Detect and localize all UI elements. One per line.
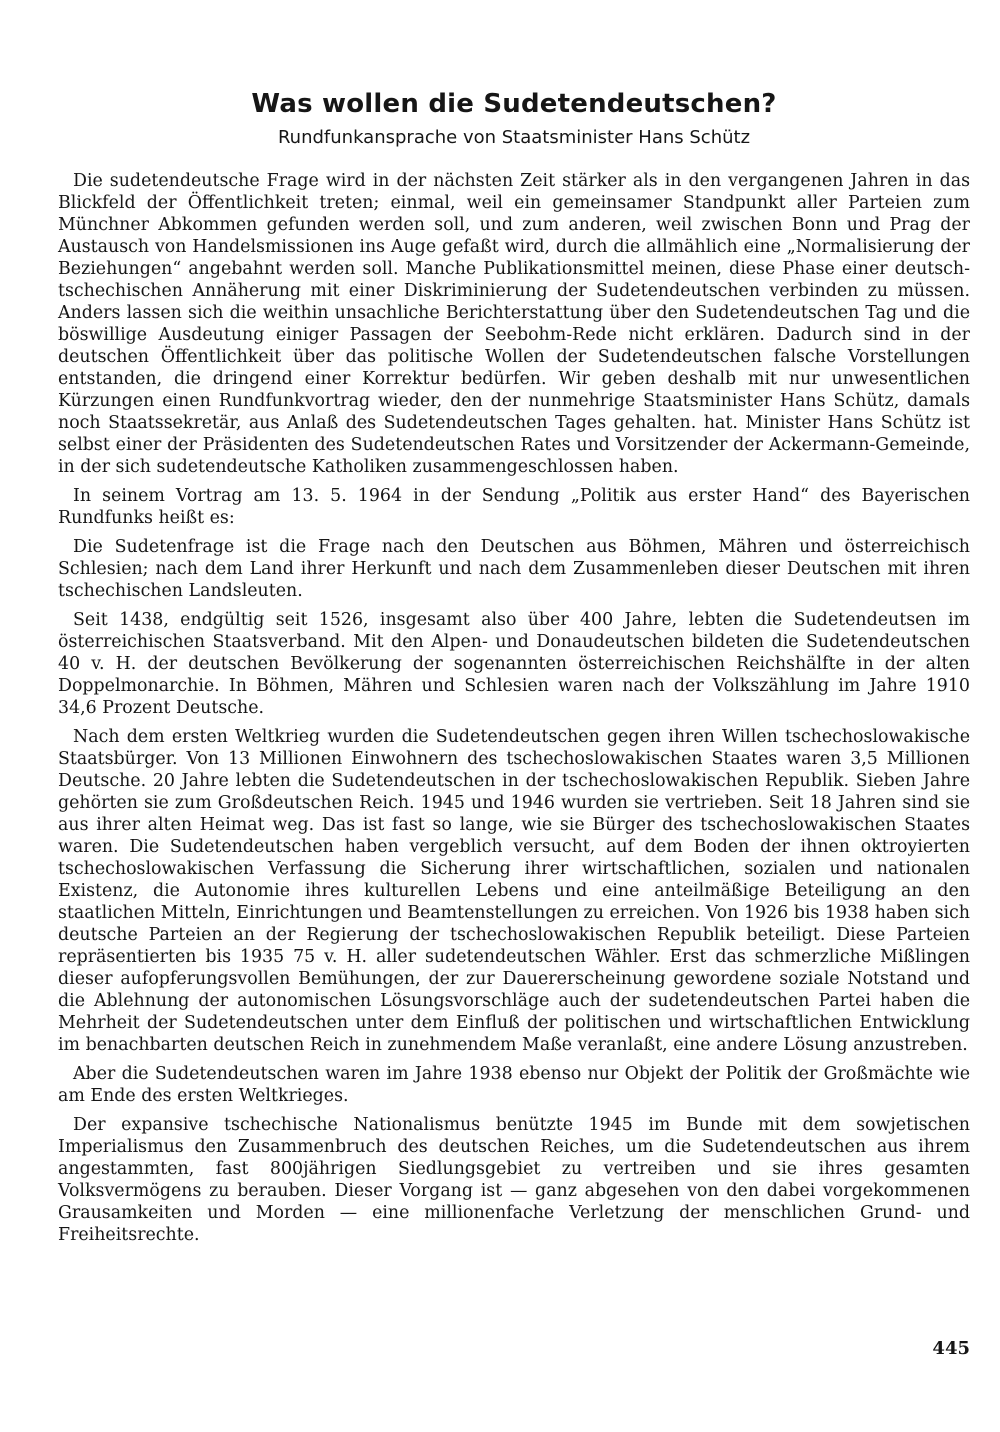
paragraph-intro: Die sudetendeutsche Frage wird in der nächsten Zeit stärker als in den vergangenen Jahren in das Blickfeld der Öffentlichkeit treten; einmal, weil ein gemeinsamer Standpunkt aller Parteien zum Münchner Abkommen gefunden werden soll, und zum anderen, weil zwischen Bonn und Prag der Austausch von Handelsmissionen ins Auge gefaßt wird, durch die allmählich eine „Normalisierung der Beziehungen“ angebahnt werden soll. Manche Publikationsmittel meinen, diese Phase einer deutsch-tschechischen Annäherung mit einer Diskriminierung der Sudetendeutschen verbinden zu müssen. Anders lassen sich die weithin unsachliche Berichterstattung über den Sudetendeutschen Tag und die böswillige Ausdeutung einiger Passagen der Seebohm-Rede nicht erklären. Dadurch sind in der deutschen Öffentlichkeit über das politische Wollen der Sudetendeutschen falsche Vorstellungen entstanden, die dringend einer Korrektur bedürfen. Wir geben deshalb mit nur unwesentlichen Kürzungen einen Rundfunkvortrag wieder, den der nunmehrige Staatsminister Hans Schütz, damals noch Staatssekretär, aus Anlaß des Sudetendeutschen Tages gehalten. hat. Minister Hans Schütz ist selbst einer der Präsidenten des Sudetendeutschen Rates und Vorsitzender der Ackermann-Gemeinde, in der sich sudetendeutsche Katholiken zusammengeschlossen haben. [58, 171, 970, 477]
paragraph-1945-expulsion: Der expansive tschechische Nationalismus benützte 1945 im Bunde mit dem sowjetischen Imperialismus den Zusammenbruch des deutschen Reiches, um die Sudetendeutschen aus ihrem angestammten, fast 800jährigen Siedlungsgebiet zu vertreiben und sie ihres gesamten Volksvermögens zu berauben. Dieser Vorgang ist — ganz abgesehen von den dabei vorgekommenen Grausamkeiten und Morden — eine millionenfache Verletzung der menschlichen Grund- und Freiheitsrechte. [58, 1115, 970, 1245]
paragraph-lecture-reference: In seinem Vortrag am 13. 5. 1964 in der Sendung „Politik aus erster Hand“ des Bayerischen Rundfunks heißt es: [58, 486, 970, 528]
document-subtitle: Rundfunkansprache von Staatsminister Hans Schütz [277, 127, 751, 148]
paragraph-1938: Aber die Sudetendeutschen waren im Jahre 1938 ebenso nur Objekt der Politik der Großmächte wie am Ende des ersten Weltkrieges. [58, 1064, 970, 1106]
paragraph-history: Seit 1438, endgültig seit 1526, insgesamt also über 400 Jahre, lebten die Sudetendeutsen im österreichischen Staatsverband. Mit den Alpen- und Donaudeutschen bildeten die Sudetendeutschen 40 v. H. der deutschen Bevölkerung der sogenannten österreichischen Reichshälfte in der alten Doppelmonarchie. In Böhmen, Mähren und Schlesien waren nach der Volkszählung im Jahre 1910 34,6 Prozent Deutsche. [58, 610, 970, 718]
document-page [58, 86, 970, 1253]
paragraph-after-ww1: Nach dem ersten Weltkrieg wurden die Sudetendeutschen gegen ihren Willen tschechoslowakische Staatsbürger. Von 13 Millionen Einwohnern des tschechoslowakischen Staates waren 3,5 Millionen Deutsche. 20 Jahre lebten die Sudetendeutschen in der tschechoslowakischen Republik. Sieben Jahre gehörten sie zum Großdeutschen Reich. 1945 und 1946 wurden sie vertrieben. Seit 18 Jahren sind sie aus ihrer alten Heimat weg. Das ist fast so lange, wie sie Bürger des tschechoslowakischen Staates waren. Die Sudetendeutschen haben vergeblich versucht, auf dem Boden der ihnen oktroyierten tschechoslowakischen Verfassung die Sicherung ihrer wirtschaftlichen, sozialen und nationalen Existenz, die Autonomie ihres kulturellen Lebens und eine anteilmäßige Beteiligung an den staatlichen Mitteln, Einrichtungen und Beamtenstellungen zu erreichen. Von 1926 bis 1938 haben sich deutsche Parteien an der Regierung der tschechoslowakischen Republik beteiligt. Diese Parteien repräsentierten bis 1935 75 v. H. aller sudetendeutschen Wähler. Erst das schmerzliche Mißlingen dieser aufopferungsvollen Bemühungen, der zur Dauererscheinung gewordene soziale Notstand und die Ablehnung der autonomischen Lösungsvorschläge auch der sudetendeutschen Partei haben die Mehrheit der Sudetendeutschen unter dem Einfluß der politischen und wirtschaftlichen Entwicklung im benachbarten deutschen Reich in zunehmendem Maße veranlaßt, eine andere Lösung anzustreben. [58, 727, 970, 1055]
page-number: 445 [932, 1338, 970, 1359]
document-title: Was wollen die Sudetendeutschen? [251, 89, 777, 119]
paragraph-sudeten-question: Die Sudetenfrage ist die Frage nach den Deutschen aus Böhmen, Mähren und österreichisch Schlesien; nach dem Land ihrer Herkunft und nach dem Zusammenleben dieser Deutschen mit ihren tschechischen Landsleuten. [58, 537, 970, 601]
